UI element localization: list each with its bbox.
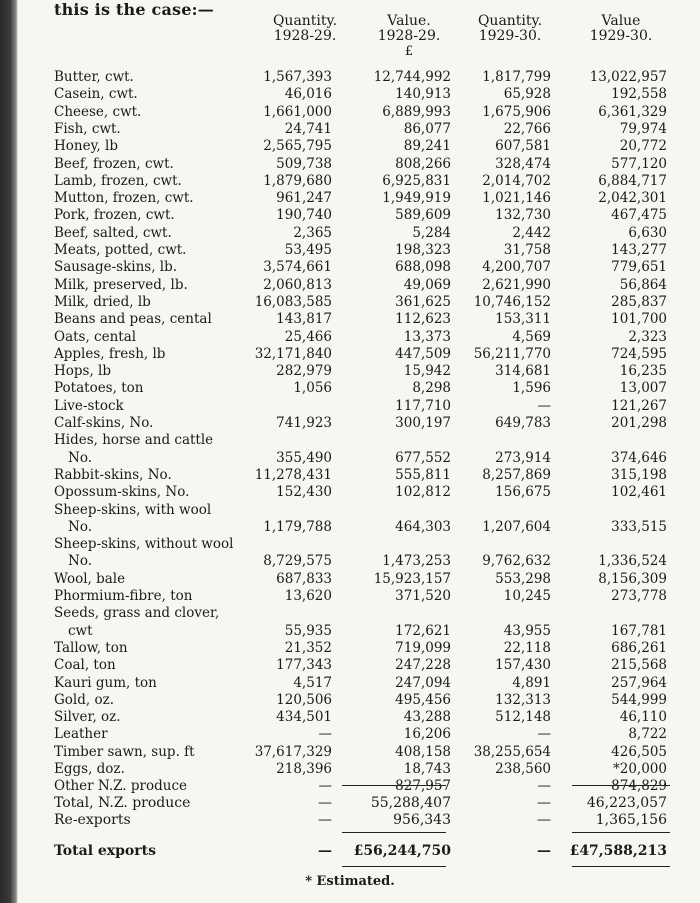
row-label: Wool, bale [54,570,126,587]
grand-total-value-1928: £56,244,750 [353,843,451,859]
cell-value-1929: 285,837 [611,293,667,310]
cell-value-1928: 15,942 [403,363,451,380]
intro-text: this is the case:— [54,0,214,19]
cell-quantity-1928: 961,247 [276,190,332,207]
cell-quantity-1928: 218,396 [276,761,332,777]
cell-value-1928: 1,473,253 [382,553,451,570]
cell-quantity-1929: — [537,726,551,743]
cell-quantity-1928: 32,171,840 [254,345,332,362]
cell-quantity-1928: 1,661,000 [263,103,332,120]
cell-quantity-1929: 22,766 [503,120,551,137]
cell-value-1929: 167,781 [611,622,667,639]
cell-value-1929: 374,646 [611,449,667,466]
column-header-value-1928: Value. 1928-29. £ [354,14,464,59]
cell-value-1928: 6,925,831 [382,172,451,189]
cell-value-1929: 6,884,717 [598,172,667,189]
table-row [0,552,700,570]
cell-quantity-1929: 56,211,770 [473,345,551,362]
cell-value-1929: 13,007 [619,380,667,397]
table-row [0,483,700,501]
table-row [0,103,700,121]
table-row [0,258,700,276]
row-label: Rabbit-skins, No. [54,466,172,483]
cell-value-1929: *20,000 [613,761,667,777]
cell-quantity-1928: 1,879,680 [263,172,332,189]
table-row [0,397,700,415]
cell-value-1928: 89,241 [403,138,451,155]
cell-value-1929: 315,198 [611,466,667,483]
cell-quantity-1928: 2,565,795 [263,138,332,155]
cell-quantity-1929: 132,730 [495,207,551,224]
table-row [0,362,700,380]
cell-value-1929: 6,361,329 [598,103,667,120]
row-label: Gold, oz. [54,691,114,708]
row-label: Seeds, grass and clover, [54,605,220,622]
cell-value-1928: 15,923,157 [373,570,451,587]
cell-value-1928: 102,812 [395,484,451,501]
table-row [0,68,700,86]
cell-value-1929: 577,120 [611,155,667,172]
cell-quantity-1928: 37,617,329 [254,743,332,760]
cell-quantity-1929: 553,298 [495,570,551,587]
table-row [0,120,700,138]
cell-value-1928: 589,609 [395,207,451,224]
cell-value-1929: 333,515 [611,518,667,535]
cell-value-1929: 426,505 [611,743,667,760]
row-label: Beef, frozen, cwt. [54,155,174,172]
row-label: Milk, preserved, lb. [54,276,188,293]
cell-quantity-1929: 2,014,702 [482,172,551,189]
row-label: Other N.Z. produce [54,778,187,795]
cell-quantity-1928: 687,833 [276,570,332,587]
cell-quantity-1929: 607,581 [495,138,551,155]
cell-quantity-1929: 649,783 [495,415,551,431]
cell-quantity-1929: 4,891 [512,674,551,691]
cell-value-1928: 808,266 [395,155,451,172]
table-row [0,310,700,328]
grand-total-value-1929: £47,588,213 [569,843,667,859]
table-row [0,172,700,190]
table-row [0,725,700,743]
cell-quantity-1928: 11,278,431 [254,466,332,483]
total-label: Total, N.Z. produce [54,795,191,811]
rule-value-1929-top [572,785,670,786]
table-row [0,777,700,795]
cell-value-1929: 686,261 [611,639,667,656]
row-label: Phormium-fibre, ton [54,588,193,604]
cell-quantity-1928: 8,729,575 [263,553,332,570]
table-row [0,449,700,467]
cell-quantity-1929: 2,621,990 [482,276,551,293]
cell-quantity-1928: 741,923 [276,415,332,431]
table-row [0,535,700,553]
row-label: Meats, potted, cwt. [54,242,187,258]
row-label: Live-stock [54,397,124,414]
cell-value-1929: 215,568 [611,657,667,674]
table-row [0,760,700,778]
cell-quantity-1928: 177,343 [276,657,332,674]
cell-value-1928: 49,069 [403,276,451,293]
cell-quantity-1929: 132,313 [495,691,551,708]
cell-value-1929: 79,974 [619,120,667,137]
cell-value-1928: 495,456 [395,691,451,708]
cell-quantity-1929: 38,255,654 [473,743,551,760]
cell-quantity-1929: 4,569 [512,328,551,345]
row-label: Pork, frozen, cwt. [54,207,175,224]
cell-value-1928: 198,323 [395,242,451,258]
cell-quantity-1929: 10,245 [503,588,551,604]
cell-value-1929: 102,461 [611,484,667,501]
table-row [0,241,700,259]
cell-quantity-1929: 153,311 [495,311,551,328]
cell-value-1928: 247,228 [395,657,451,674]
cell-value-1928: 247,094 [395,674,451,691]
cell-quantity-1928: 21,352 [284,639,332,656]
cell-value-1929: 201,298 [611,415,667,431]
cell-value-1929: 273,778 [611,588,667,604]
cell-quantity-1929: 43,955 [503,622,551,639]
cell-quantity-1929: 4,200,707 [482,259,551,276]
cell-value-1929: 1,336,524 [598,553,667,570]
row-label: Coal, ton [54,657,116,674]
row-label: Sheep-skins, with wool [54,501,212,518]
table-row [0,345,700,363]
row-label: Silver, oz. [54,709,121,726]
row-label: Sausage-skins, lb. [54,259,178,276]
cell-quantity-1929: 65,928 [503,86,551,103]
row-label: Lamb, frozen, cwt. [54,172,182,189]
cell-value-1928: 12,744,992 [373,69,451,85]
cell-quantity-1928: 3,574,661 [263,259,332,276]
row-label: Tallow, ton [54,639,128,656]
cell-value-1928: 688,098 [395,259,451,276]
cell-value-1929: 13,022,957 [589,69,667,85]
rule-value-1929-mid [572,832,670,833]
cell-quantity-1928: 434,501 [276,709,332,726]
cell-value-1928: 112,623 [395,311,451,328]
rule-value-1928-top [342,785,446,786]
total-row [0,794,700,812]
total-quantity-1928: — [318,812,332,828]
row-label: Casein, cwt. [54,86,138,103]
row-label: Cheese, cwt. [54,103,142,120]
cell-quantity-1929: 8,257,869 [482,466,551,483]
table-row [0,518,700,536]
cell-value-1929: 46,110 [619,709,667,726]
cell-quantity-1929: — [537,778,551,795]
cell-value-1929: 257,964 [611,674,667,691]
column-header-quantity-1928: Quantity. 1928-29. [272,13,338,44]
cell-quantity-1929: 10,746,152 [473,293,551,310]
row-label: Sheep-skins, without wool [54,536,234,553]
total-quantity-1929: — [537,795,551,811]
cell-quantity-1928: — [318,726,332,743]
cell-value-1929: 2,042,301 [598,190,667,207]
cell-quantity-1928: 24,741 [284,120,332,137]
table-row [0,708,700,726]
cell-quantity-1929: 2,442 [512,224,551,241]
cell-value-1929: 192,558 [611,86,667,103]
total-value-1929: 1,365,156 [595,812,667,828]
cell-value-1928: 300,197 [395,415,451,431]
cell-quantity-1929: 1,675,906 [482,103,551,120]
cell-quantity-1929: — [537,397,551,414]
total-row [0,811,700,829]
cell-quantity-1929: 31,758 [503,242,551,258]
cell-quantity-1928: 1,567,393 [263,69,332,85]
table-row [0,501,700,519]
row-label: Timber sawn, sup. ft [54,743,195,760]
cell-quantity-1929: 1,021,146 [482,190,551,207]
cell-value-1928: 86,077 [403,120,451,137]
cell-quantity-1928: 143,817 [276,311,332,328]
cell-value-1929: 121,267 [611,397,667,414]
cell-quantity-1928: 1,056 [293,380,332,397]
cell-quantity-1929: 273,914 [495,449,551,466]
row-label: Potatoes, ton [54,380,144,397]
cell-value-1928: 43,288 [403,709,451,726]
table-row [0,224,700,242]
table-row [0,743,700,761]
cell-quantity-1929: 157,430 [495,657,551,674]
grand-total-row [0,842,700,860]
cell-value-1929: 467,475 [611,207,667,224]
cell-value-1928: 447,509 [395,345,451,362]
cell-quantity-1929: 512,148 [495,709,551,726]
cell-quantity-1928: 190,740 [276,207,332,224]
cell-value-1929: 16,235 [619,363,667,380]
table-row [0,604,700,622]
total-value-1929: 46,223,057 [586,795,667,811]
cell-quantity-1928: 25,466 [284,328,332,345]
cell-value-1928: 8,298 [412,380,451,397]
cell-quantity-1928: 2,060,813 [263,276,332,293]
row-label-continued: cwt [68,622,93,639]
table-row [0,674,700,692]
table-row [0,414,700,432]
grand-total-quantity-1929: — [537,843,551,859]
cell-value-1929: 874,829 [611,778,667,795]
cell-quantity-1928: 53,495 [284,242,332,258]
cell-value-1928: 16,206 [403,726,451,743]
table-row [0,293,700,311]
table-row [0,276,700,294]
cell-quantity-1929: 156,675 [495,484,551,501]
row-label: Kauri gum, ton [54,674,157,691]
cell-value-1929: 8,722 [628,726,667,743]
cell-value-1928: 719,099 [395,639,451,656]
cell-value-1928: 140,913 [395,86,451,103]
table-row [0,155,700,173]
rule-value-1928-bottom [342,866,446,867]
cell-quantity-1928: 509,738 [276,155,332,172]
table-row [0,328,700,346]
total-value-1928: 956,343 [393,812,451,828]
cell-quantity-1929: 1,596 [512,380,551,397]
table-row [0,656,700,674]
table-row [0,189,700,207]
row-label: Beans and peas, cental [54,311,212,328]
cell-value-1929: 20,772 [619,138,667,155]
cell-quantity-1928: 4,517 [293,674,332,691]
table-row [0,587,700,605]
total-quantity-1928: — [318,795,332,811]
cell-quantity-1929: 314,681 [495,363,551,380]
cell-quantity-1929: 328,474 [495,155,551,172]
rule-value-1928-mid [342,832,446,833]
table-row [0,206,700,224]
cell-value-1928: 13,373 [403,328,451,345]
cell-value-1928: 361,625 [395,293,451,310]
cell-quantity-1929: 1,817,799 [482,69,551,85]
cell-value-1929: 143,277 [611,242,667,258]
cell-quantity-1929: 238,560 [495,761,551,777]
row-label: Opossum-skins, No. [54,484,190,501]
cell-value-1928: 464,303 [395,518,451,535]
table-row [0,691,700,709]
cell-value-1928: 5,284 [412,224,451,241]
cell-value-1928: 172,621 [395,622,451,639]
cell-quantity-1928: 282,979 [276,363,332,380]
cell-value-1928: 827,957 [395,778,451,795]
cell-value-1929: 101,700 [611,311,667,328]
table-row [0,379,700,397]
row-label: Leather [54,726,108,743]
cell-value-1928: 6,889,993 [382,103,451,120]
column-header-value-1929: Value 1929-30. [589,13,653,44]
cell-value-1929: 724,595 [611,345,667,362]
cell-quantity-1929: 1,207,604 [482,518,551,535]
cell-value-1929: 8,156,309 [598,570,667,587]
table-row [0,85,700,103]
table-row [0,137,700,155]
cell-value-1928: 408,158 [395,743,451,760]
total-quantity-1929: — [537,812,551,828]
row-label: Eggs, doz. [54,761,125,777]
row-label: Fish, cwt. [54,120,121,137]
row-label: Apples, fresh, lb [54,345,166,362]
row-label-continued: No. [68,449,92,466]
row-label: Honey, lb [54,138,118,155]
footnote: * Estimated. [305,874,395,889]
row-label: Hops, lb [54,363,112,380]
grand-total-label: Total exports [54,843,156,859]
row-label: Hides, horse and cattle [54,432,214,449]
table-row [0,639,700,657]
currency-symbol: £ [404,44,414,59]
cell-quantity-1929: 22,118 [503,639,551,656]
cell-value-1929: 6,630 [628,224,667,241]
cell-value-1928: 1,949,919 [382,190,451,207]
row-label: Beef, salted, cwt. [54,224,172,241]
cell-value-1928: 117,710 [395,397,451,414]
cell-quantity-1928: 120,506 [276,691,332,708]
row-label: Calf-skins, No. [54,415,154,431]
cell-quantity-1928: 152,430 [276,484,332,501]
cell-value-1928: 371,520 [395,588,451,604]
total-value-1928: 55,288,407 [370,795,451,811]
cell-quantity-1928: 55,935 [284,622,332,639]
cell-quantity-1929: 9,762,632 [482,553,551,570]
cell-quantity-1928: 16,083,585 [254,293,332,310]
cell-quantity-1928: 1,179,788 [263,518,332,535]
grand-total-quantity-1928: — [318,843,332,859]
cell-value-1929: 779,651 [611,259,667,276]
table-row [0,466,700,484]
table-row [0,622,700,640]
total-label: Re-exports [54,812,131,828]
cell-quantity-1928: 46,016 [284,86,332,103]
rule-value-1929-bottom [572,866,670,867]
column-header-quantity-1929: Quantity. 1929-30. [477,13,543,44]
table-row [0,431,700,449]
row-label-continued: No. [68,553,92,570]
row-label: Oats, cental [54,328,137,345]
row-label-continued: No. [68,518,92,535]
row-label: Butter, cwt. [54,69,134,85]
cell-quantity-1928: 13,620 [284,588,332,604]
cell-value-1929: 56,864 [619,276,667,293]
row-label: Mutton, frozen, cwt. [54,190,194,207]
cell-value-1928: 677,552 [395,449,451,466]
cell-value-1929: 2,323 [628,328,667,345]
cell-value-1928: 18,743 [403,761,451,777]
cell-value-1929: 544,999 [611,691,667,708]
cell-value-1928: 555,811 [395,466,451,483]
row-label: Milk, dried, lb [54,293,151,310]
cell-quantity-1928: 355,490 [276,449,332,466]
cell-quantity-1928: — [318,778,332,795]
table-row [0,570,700,588]
cell-quantity-1928: 2,365 [293,224,332,241]
